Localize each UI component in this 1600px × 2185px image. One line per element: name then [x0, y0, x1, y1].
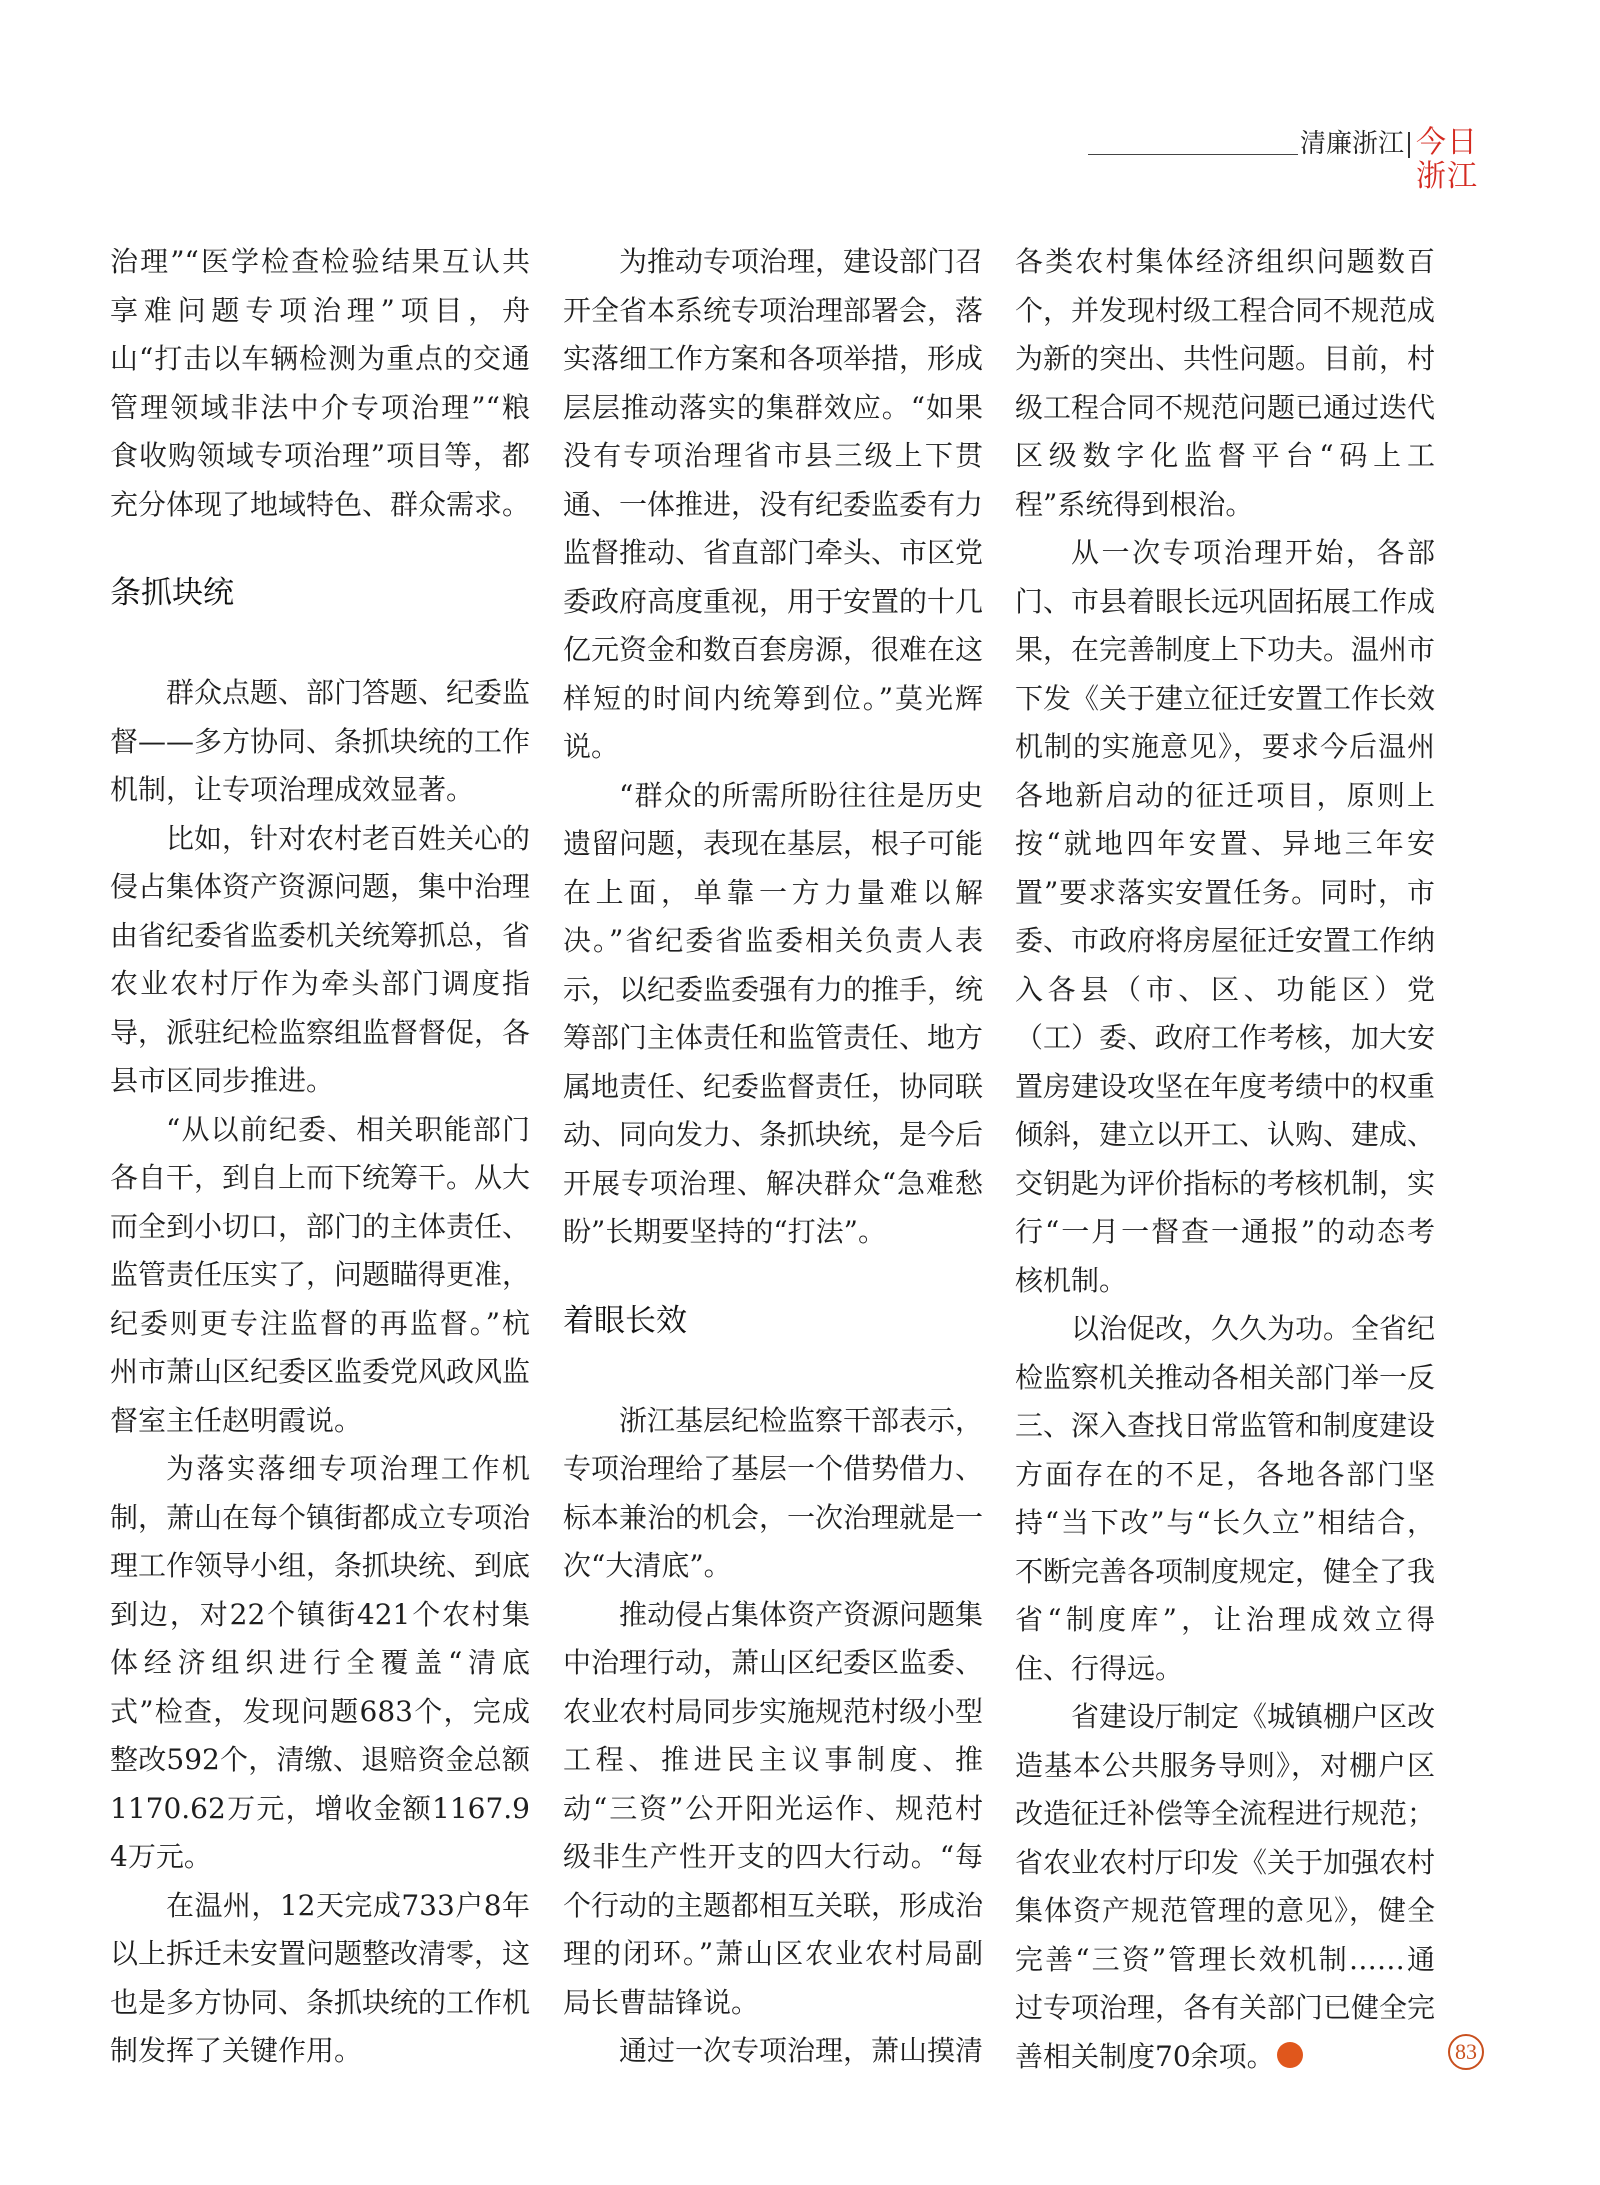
column-2 [563, 238, 983, 2076]
header-rule [1088, 154, 1298, 155]
paragraph: “群众的所需所盼往往是历史遗留问题，表现在基层，根子可能在上面，单靠一方力量难以解决。”省纪委省监委相关负责人表示，以纪委监委强有力的推手，统筹部门主体责任和监管责任、地方属地责任、纪委监督责任，协同联动、同向发力、条抓块统，是今后开展专项治理、解决群众“急难愁盼”长期要坚持的“打法”。 [563, 778, 984, 1248]
paragraph: 从一次专项治理开始，各部门、市县着眼长远巩固拓展工作成果，在完善制度上下功夫。温州市下发《关于建立征迁安置工作长效机制的实施意见》，要求今后温州各地新启动的征迁项目，原则上按“就地四年安置、异地三年安置”要求落实安置任务。同时，市委、市政府将房屋征迁安置工作纳入各县（市、区、功能区）党（工）委、政府工作考核，加大安置房建设攻坚在年度考绩中的权重倾斜，建立以开工、认购、建成、交钥匙为评价指标的考核机制，实行“一月一督查一通报”的动态考核机制。 [1015, 536, 1436, 1297]
paragraph: 各类农村集体经济组织问题数百个，并发现村级工程合同不规范成为新的突出、共性问题。目前，村级工程合同不规范问题已通过迭代区级数字化监督平台“码上工程”系统得到根治。 [1015, 245, 1436, 521]
magazine-logo: 今日浙江 [1416, 125, 1478, 194]
column-1 [110, 238, 530, 2076]
header-divider [1408, 132, 1410, 158]
page-number: 83 [1448, 2034, 1484, 2070]
section-heading: 条抓块统 [110, 575, 234, 611]
paragraph: 在温州，12天完成733户8年以上拆迁未安置问题整改清零，这也是多方协同、条抓块统的工作机制发挥了关键作用。 [110, 1888, 531, 2067]
section-heading: 着眼长效 [563, 1302, 687, 1339]
column-3 [1015, 238, 1435, 2081]
paragraph: 通过一次专项治理，萧山摸清 [619, 2034, 984, 2067]
article-end-icon [1277, 2042, 1303, 2068]
paragraph: 浙江基层纪检监察干部表示，专项治理给了基层一个借势借力、标本兼治的机会，一次治理就是一次“大清底”。 [563, 1403, 984, 1582]
paragraph: “从以前纪委、相关职能部门各自干，到自上而下统筹干。从大而全到小切口，部门的主体责任、监管责任压实了，问题瞄得更准，纪委则更专注监督的再监督。”杭州市萧山区纪委区监委党风政风监督室主任赵明霞说。 [110, 1112, 531, 1437]
paragraph: 为落实落细专项治理工作机制，萧山在每个镇街都成立专项治理工作领导小组，条抓块统、到底到边，对22个镇街421个农村集体经济组织进行全覆盖“清底式”检查，发现问题683个，完成整改592个，清缴、退赔资金总额1170.62万元，增收金额1167.94万元。 [110, 1452, 531, 1873]
running-header [1088, 125, 1478, 194]
paragraph: 以治促改，久久为功。全省纪检监察机关推动各相关部门举一反三、深入查找日常监管和制度建设方面存在的不足，各地各部门坚持“当下改”与“长久立”相结合，不断完善各项制度规定，健全了我省“制度库”，让治理成效立得住、行得远。 [1015, 1312, 1436, 1685]
paragraph-text: 省建设厅制定《城镇棚户区改造基本公共服务导则》，对棚户区改造征迁补偿等全流程进行规范；省农业农村厅印发《关于加强农村集体资产规范管理的意见》，健全完善“三资”管理长效机制……通过专项治理，各有关部门已健全完善相关制度70余项。 [1015, 1700, 1436, 2073]
paragraph [1015, 1693, 1435, 2081]
paragraph: 推动侵占集体资产资源问题集中治理行动，萧山区纪委区监委、农业农村局同步实施规范村级小型工程、推进民主议事制度、推动“三资”公开阳光运作、规范村级非生产性开支的四大行动。“每个行动的主题都相互关联，形成治理的闭环。”萧山区农业农村局副局长曹喆锋说。 [563, 1597, 984, 2019]
paragraph: 为推动专项治理，建设部门召开全省本系统专项治理部署会，落实落细工作方案和各项举措，形成层层推动落实的集群效应。“如果没有专项治理省市县三级上下贯通、一体推进，没有纪委监委有力监督推动、省直部门牵头、市区党委政府高度重视，用于安置的十几亿元资金和数百套房源，很难在这样短的时间内统筹到位。”莫光辉说。 [563, 245, 984, 763]
paragraph: 治理”“医学检查检验结果互认共享难问题专项治理”项目，舟山“打击以车辆检测为重点的交通管理领域非法中介专项治理”“粮食收购领域专项治理”项目等，都充分体现了地域特色、群众需求。 [110, 245, 531, 521]
section-title: 清廉浙江 [1300, 129, 1405, 159]
paragraph: 比如，针对农村老百姓关心的侵占集体资产资源问题，集中治理由省纪委省监委机关统筹抓总，省农业农村厅作为牵头部门调度指导，派驻纪检监察组监督督促，各县市区同步推进。 [110, 821, 531, 1097]
paragraph: 群众点题、部门答题、纪委监督——多方协同、条抓块统的工作机制，让专项治理成效显著。 [110, 676, 531, 806]
